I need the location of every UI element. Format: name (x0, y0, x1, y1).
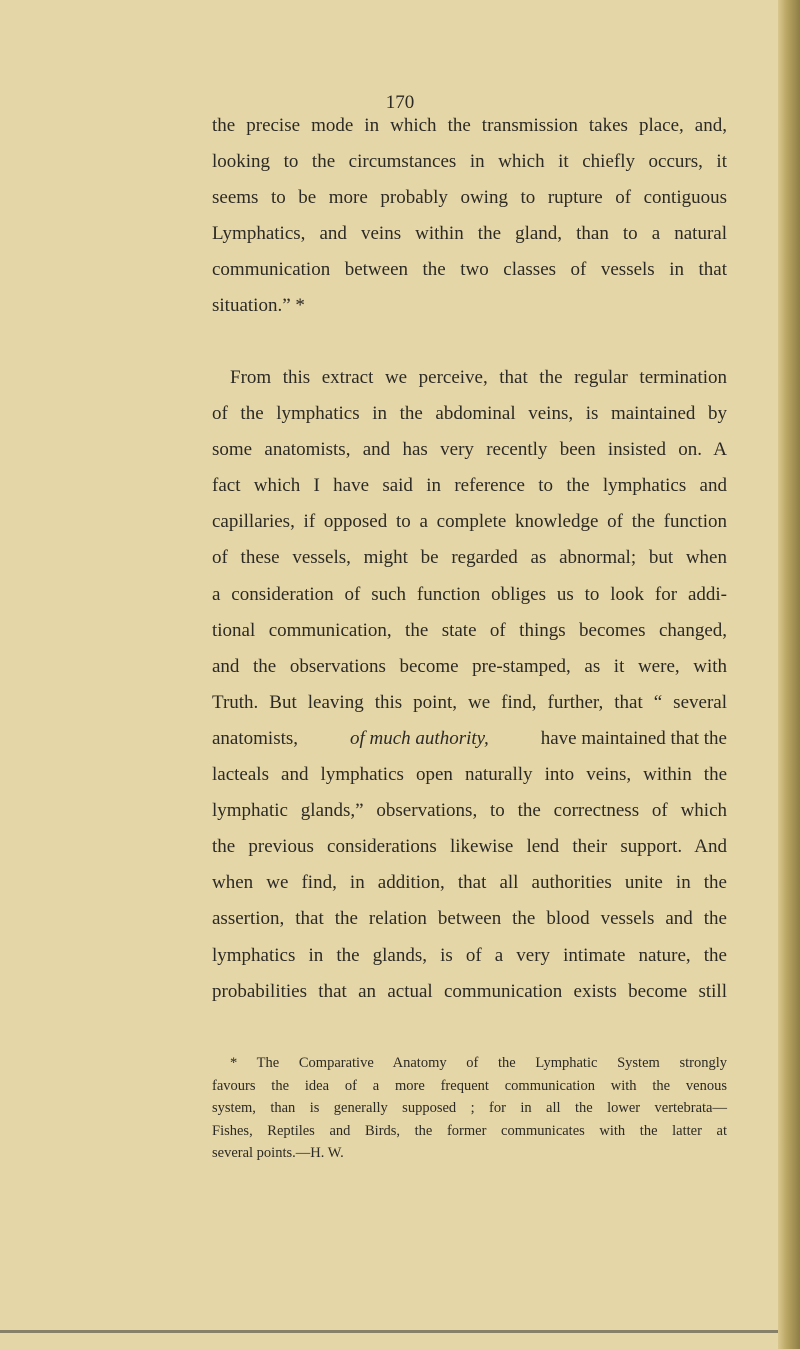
text-line-with-italic (212, 721, 727, 757)
text-segment: anatomists, (212, 727, 299, 749)
page-number: 170 (385, 92, 415, 113)
text-line: of these vessels, might be regarded as abnormal; but when (212, 547, 727, 569)
text-line: situation.” * (212, 295, 305, 317)
paragraph-1 (212, 108, 727, 325)
text-line: when we find, in addition, that all authorities unite in the (212, 872, 727, 894)
text-line: lymphatic glands,” observations, to the correctness of which (212, 800, 727, 822)
text-segment: have maintained that the (540, 727, 727, 749)
text-line: lymphatics in the glands, is of a very intimate nature, the (212, 944, 727, 966)
text-line: Lymphatics, and veins within the gland, than to a natural (212, 223, 727, 245)
text-line: a consideration of such function obliges us to look for addi- (212, 583, 727, 605)
text-line: lacteals and lymphatics open naturally into veins, within the (212, 764, 727, 786)
text-line: Truth. But leaving this point, we find, further, that “ several (212, 691, 727, 713)
footnote-line: Fishes, Reptiles and Birds, the former communicates with the latter at (212, 1122, 727, 1139)
text-line: seems to be more probably owing to rupture of contiguous (212, 187, 727, 209)
text-line: tional communication, the state of things becomes changed, (212, 619, 727, 641)
text-line: probabilities that an actual communication exists become still (212, 980, 727, 1002)
page-bottom-rule (0, 1330, 800, 1333)
text-line: assertion, that the relation between the blood vessels and the (212, 908, 727, 930)
paragraph-2 (212, 360, 727, 1010)
text-line: communication between the two classes of vessels in that (212, 259, 727, 281)
italic-phrase: of much authority, (349, 727, 489, 749)
footnote-line: system, than is generally supposed ; for in all the lower vertebrata— (212, 1100, 727, 1116)
text-line: capillaries, if opposed to a complete knowledge of the function (212, 511, 727, 533)
footnote-line: favours the idea of a more frequent communication with the venous (212, 1077, 727, 1094)
footnote (212, 1052, 727, 1165)
text-line: some anatomists, and has very recently been insisted on. A (212, 439, 727, 461)
footnote-line: several points.—H. W. (212, 1145, 344, 1161)
text-line: of the lymphatics in the abdominal veins, is maintained by (212, 403, 727, 425)
text-line: the previous considerations likewise lend their support. And (212, 836, 727, 858)
text-line: From this extract we perceive, that the regular termination (230, 367, 727, 388)
footnote-line: * The Comparative Anatomy of the Lymphatic System strongly (230, 1055, 727, 1071)
text-line: looking to the circumstances in which it chiefly occurs, it (212, 151, 727, 173)
text-line: the precise mode in which the transmission takes place, and, (212, 115, 727, 136)
page-edge-shadow (778, 0, 800, 1349)
text-line: fact which I have said in reference to the lymphatics and (212, 475, 727, 497)
text-line: and the observations become pre-stamped, as it were, with (212, 655, 727, 677)
